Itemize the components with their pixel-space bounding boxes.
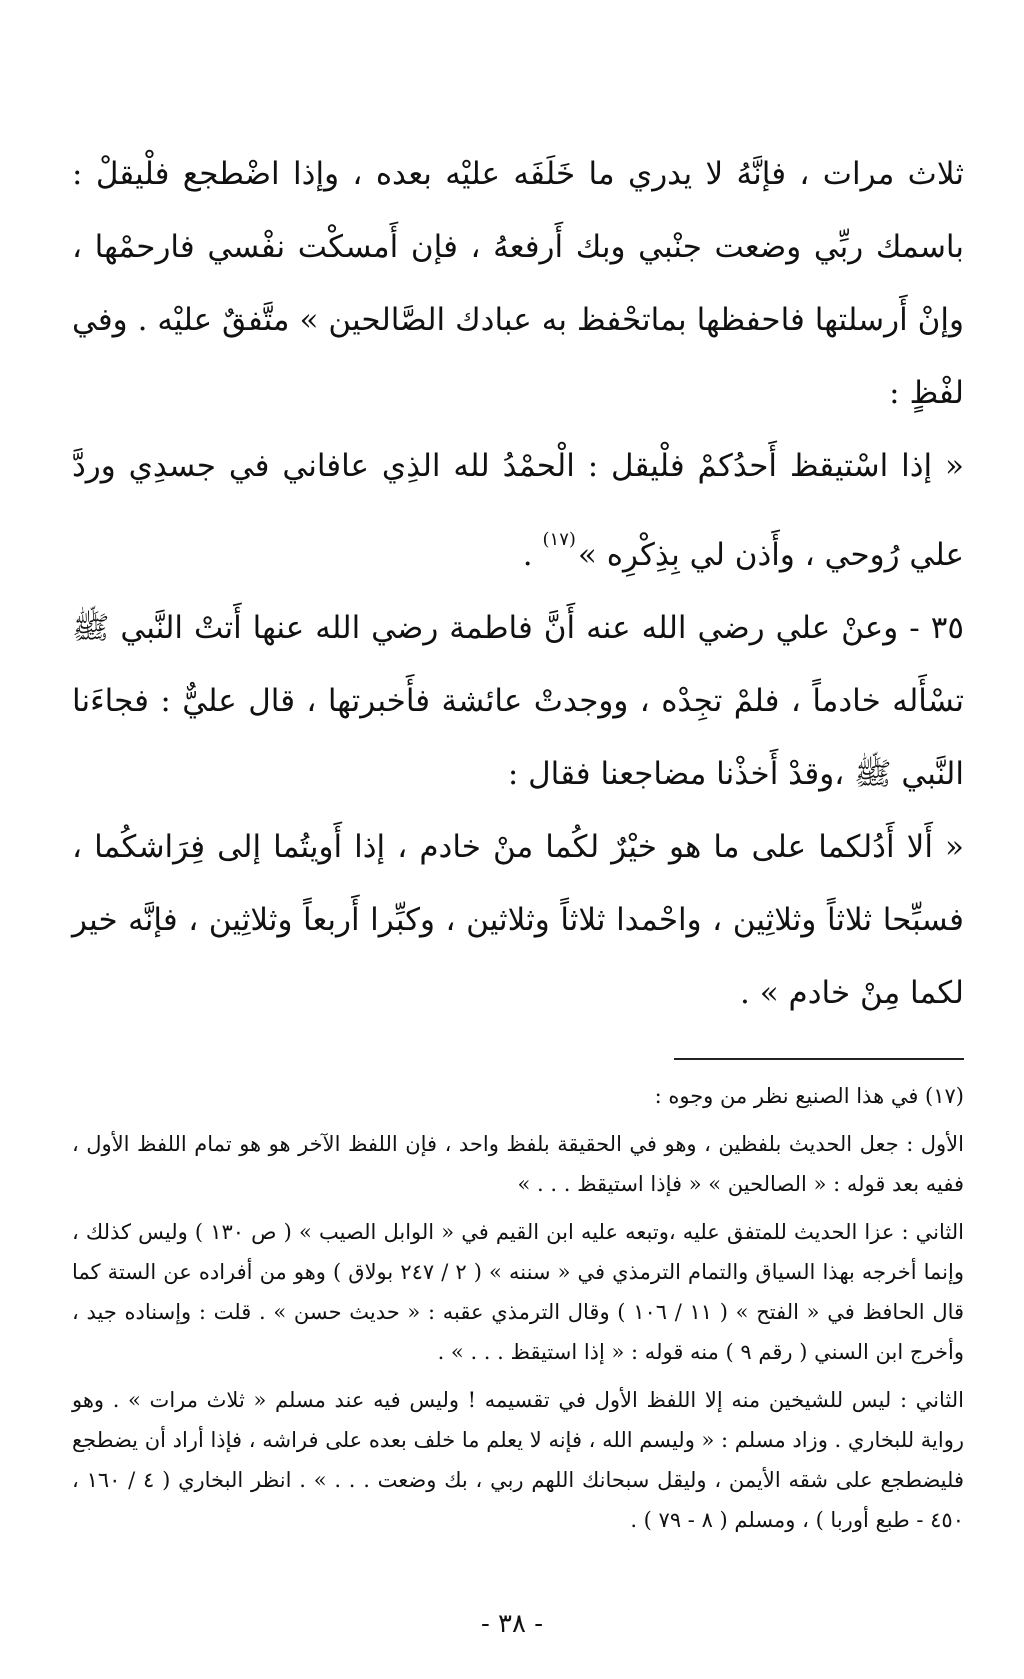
- footnotes: [72, 1076, 964, 1540]
- paragraph-2: « إذا اسْتيقظ أَحدُكمْ فلْيقل : الْحمْدُ لله الذِي عافاني في جسدِي وردَّ علي رُوحي ، وأَذن لي بِذِكْرِه »$^{(١٧)}$ .: [72, 448, 964, 573]
- footnote-paragraph-2: الثاني : عزا الحديث للمتفق عليه ،وتبعه عليه ابن القيم في « الوابل الصيب » ( ص ١٣٠ ) وليس كذلك ، وإنما أخرجه بهذا السياق والتمام الترمذي في « سننه » ( ٢ / ٢٤٧ بولاق ) وهو من أفراده عن الستة كما قال الحافظ في « الفتح » ( ١١ / ١٠٦ ) وقال الترمذي عقبه : « حديث حسن » . قلت : وإسناده جيد ، وأخرج ابن السني ( رقم ٩ ) منه قوله : « إذا استيقظ . . . » .: [72, 1220, 965, 1364]
- paragraph-4: « أَلا أَدُلكما على ما هو خيْرٌ لكُما منْ خادم ، إذا أَويتُما إلى فِرَاشكُما ، فسبِّحا ثلاثاً وثلاثِين ، واحْمدا ثلاثاً وثلاثين ، وكبِّرا أَربعاً وثلاثِين ، فإنَّه خير لكما مِنْ خادم » .: [72, 829, 964, 1011]
- footnote-heading: (١٧) في هذا الصنيع نظر من وجوه :: [654, 1084, 964, 1108]
- paragraph-1: ثلاث مرات ، فإنَّهُ لا يدري ما خَلَفَه عليْه بعده ، وإذا اضْطجع فلْيقلْ : باسمك ربِّي وضعت جنْبي وبك أَرفعهُ ، فإن أَمسكْت نفْسي فارحمْها ، وإنْ أَرسلتها فاحفظها بماتحْفظ به عبادك الصَّالحين » متَّفقٌ عليْه . وفي لفْظٍ :: [72, 156, 964, 411]
- footnote-paragraph-3: الثاني : ليس للشيخين منه إلا اللفظ الأول في تقسيمه ! وليس فيه عند مسلم « ثلاث مرات » . وهو رواية للبخاري . وزاد مسلم : « وليسم الله ، فإنه لا يعلم ما خلف بعده على فراشه ، فإذا أراد أن يضطجع فليضطجع على شقه الأيمن ، وليقل سبحانك اللهم ربي ، بك وضعت . . . » . انظر البخاري ( ٤ / ١٦٠ ، ٤٥٠ - طبع أوربا ) ، ومسلم ( ٨ - ٧٩ ) .: [72, 1388, 964, 1532]
- footnote-paragraph-1: الأول : جعل الحديث بلفظين ، وهو في الحقيقة بلفظ واحد ، فإن اللفظ الآخر هو هو تمام اللفظ الأول ، ففيه بعد قوله : « الصالحين » « فإذا استيقظ . . . »: [72, 1132, 964, 1196]
- footnote-divider: [674, 1058, 964, 1060]
- paragraph-2-text: « إذا اسْتيقظ أَحدُكمْ فلْيقل : الْحمْدُ لله الذِي عافاني في جسدِي وردَّ علي رُوحي ، وأَذن لي بِذِكْرِه »: [72, 448, 964, 573]
- main-text: [72, 138, 964, 1030]
- paragraph-3: ٣٥ - وعنْ علي رضي الله عنه أَنَّ فاطمة رضي الله عنها أَتتْ النَّبي ﷺ تسْأَله خادماً ، فلمْ تجِدْه ، ووجدتْ عائشة فأَخبرتها ، قال عليٌّ : فجاءَنا النَّبي ﷺ ،وقدْ أَخذْنا مضاجعنا فقال :: [72, 610, 964, 792]
- page-number: - ٣٨ -: [480, 1609, 544, 1639]
- footnote-reference[interactable]: (١٧): [542, 529, 576, 550]
